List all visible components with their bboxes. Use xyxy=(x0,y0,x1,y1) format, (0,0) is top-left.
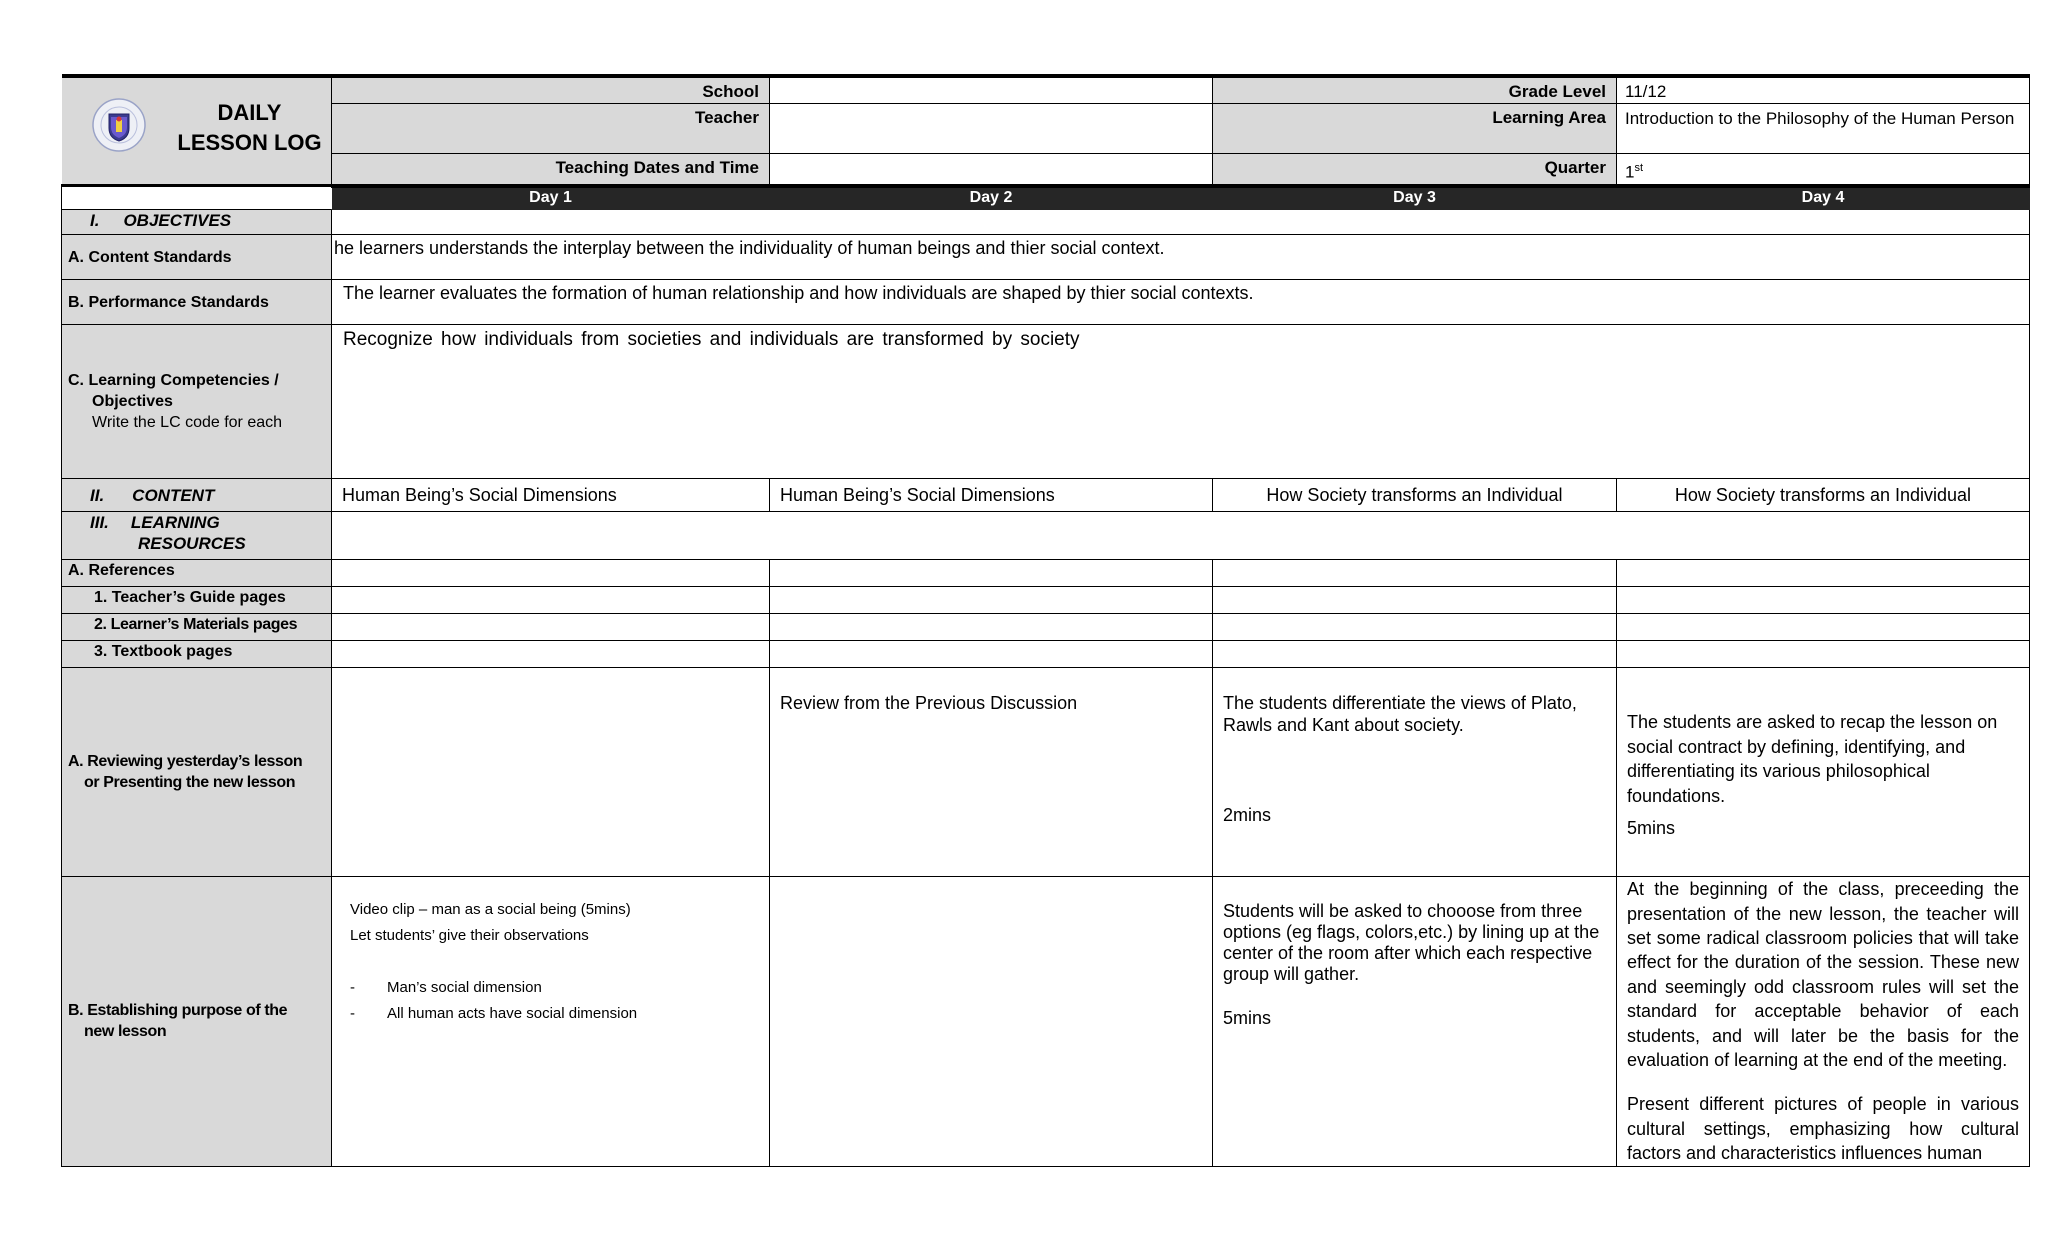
title-block xyxy=(62,76,332,186)
purpose-day-3 xyxy=(1213,877,1617,1166)
content-number: II. xyxy=(90,485,105,505)
learners-materials-day-1[interactable] xyxy=(332,614,770,641)
references-day-3[interactable] xyxy=(1213,560,1617,587)
reviewing-lesson-label xyxy=(62,668,332,877)
purpose-label-line-2: new lesson xyxy=(84,1023,167,1041)
quarter-suffix: st xyxy=(1634,162,1644,174)
learning-competencies-label xyxy=(62,325,332,479)
learners-materials-day-3[interactable] xyxy=(1213,614,1617,641)
teachers-guide-day-2[interactable] xyxy=(770,587,1213,614)
learners-materials-label: 2. Learner’s Materials pages xyxy=(62,614,332,641)
textbook-pages-label: 3. Textbook pages xyxy=(62,641,332,668)
references-day-4[interactable] xyxy=(1617,560,2030,587)
teachers-guide-day-4[interactable] xyxy=(1617,587,2030,614)
purpose-label-line-1: B. Establishing purpose of the xyxy=(68,1002,288,1020)
lesson-log-sheet xyxy=(61,74,2029,1167)
textbook-pages-day-2[interactable] xyxy=(770,641,1213,668)
content-day-1: Human Being’s Social Dimensions xyxy=(332,479,770,512)
competencies-label-line-2: Objectives xyxy=(92,393,173,411)
reviewing-day-4-text: The students are asked to recap the lesson on social contract by defining, identifying, and differentiating its various philosophical foundations. xyxy=(1627,712,1998,806)
purpose-day-1-line-2: Let students’ give their observations xyxy=(350,927,589,945)
reviewing-day-3 xyxy=(1213,668,1617,877)
purpose-day-1-bullet-1: - Man’s social dimension xyxy=(350,979,542,997)
bullet-2-text: All human acts have social dimension xyxy=(387,1005,638,1023)
learning-competencies-text: Recognize how individuals from societies and individuals are transformed by society xyxy=(332,325,2030,479)
reviewing-label-line-1: A. Reviewing yesterday’s lesson xyxy=(68,753,303,771)
resources-label-line-1: LEARNING xyxy=(130,513,220,533)
learning-resources-heading xyxy=(62,512,332,560)
competencies-label-line-1: C. Learning Competencies / xyxy=(68,372,279,390)
grade-level-field[interactable]: 11/12 xyxy=(1617,76,2030,104)
competencies-label-line-3: Write the LC code for each xyxy=(92,414,283,432)
school-field[interactable] xyxy=(770,76,1213,104)
references-day-1[interactable] xyxy=(332,560,770,587)
performance-standards-text: The learner evaluates the formation of human relationship and how individuals are shaped by thier social contexts. xyxy=(332,280,2030,325)
textbook-pages-day-4[interactable] xyxy=(1617,641,2030,668)
grade-level-label: Grade Level xyxy=(1213,76,1617,104)
learning-resources-row xyxy=(332,512,2030,560)
teaching-dates-label: Teaching Dates and Time xyxy=(332,154,770,186)
objectives-heading xyxy=(62,210,332,235)
deped-seal-icon xyxy=(92,98,146,152)
teacher-label: Teacher xyxy=(332,104,770,154)
resources-label-line-2: RESOURCES xyxy=(138,534,246,554)
quarter-label: Quarter xyxy=(1213,154,1617,186)
reviewing-day-3-text: The students differentiate the views of Plato, Rawls and Kant about society. xyxy=(1223,693,1577,736)
reviewing-day-4 xyxy=(1617,668,2030,877)
teacher-field[interactable] xyxy=(770,104,1213,154)
teachers-guide-day-1[interactable] xyxy=(332,587,770,614)
teachers-guide-day-3[interactable] xyxy=(1213,587,1617,614)
teachers-guide-label: 1. Teacher’s Guide pages xyxy=(62,587,332,614)
teaching-dates-field[interactable] xyxy=(770,154,1213,186)
purpose-day-4-paragraph-1: At the beginning of the class, preceeding the presentation of the new lesson, the teacher will set some radical classroom policies that will take effect for the duration of the session. These new and seemingly odd classroom rules will set the standard for acceptable behavior of each students, and will later be the basis for the evaluation of learning at the end of the meeting. xyxy=(1627,879,2019,1070)
learning-area-label: Learning Area xyxy=(1213,104,1617,154)
day-header-spacer xyxy=(62,186,332,210)
bullet-1-text: Man’s social dimension xyxy=(387,979,542,997)
school-label: School xyxy=(332,76,770,104)
content-day-3: How Society transforms an Individual xyxy=(1213,479,1617,512)
content-heading xyxy=(62,479,332,512)
quarter-value: 1 xyxy=(1625,162,1635,182)
performance-standards-label: B. Performance Standards xyxy=(62,280,332,325)
day-4-header: Day 4 xyxy=(1617,186,2030,210)
content-standards-text: he learners understands the interplay between the individuality of human beings and thier social context. xyxy=(332,235,2030,280)
purpose-day-4 xyxy=(1617,877,2030,1166)
content-label: CONTENT xyxy=(132,485,215,505)
learners-materials-day-4[interactable] xyxy=(1617,614,2030,641)
content-day-4: How Society transforms an Individual xyxy=(1617,479,2030,512)
content-standards-label: A. Content Standards xyxy=(62,235,332,280)
title-line-1: DAILY xyxy=(217,100,282,125)
lesson-log-table xyxy=(61,74,2030,1167)
purpose-day-1 xyxy=(332,877,770,1166)
textbook-pages-day-1[interactable] xyxy=(332,641,770,668)
objectives-row xyxy=(332,210,2030,235)
reviewing-label-line-2: or Presenting the new lesson xyxy=(84,774,296,792)
document-title xyxy=(170,98,330,158)
purpose-day-2 xyxy=(770,877,1213,1166)
purpose-day-4-paragraph-2: Present different pictures of people in various cultural settings, emphasizing how cultural factors and characteristics influences human xyxy=(1627,1094,2019,1164)
day-2-header: Day 2 xyxy=(770,186,1213,210)
purpose-day-3-time: 5mins xyxy=(1223,1008,1272,1029)
reviewing-day-2: Review from the Previous Discussion xyxy=(770,668,1213,877)
purpose-day-1-bullet-2: - All human acts have social dimension xyxy=(350,1005,638,1023)
textbook-pages-day-3[interactable] xyxy=(1213,641,1617,668)
purpose-day-3-text: Students will be asked to chooose from three options (eg flags, colors,etc.) by lining up at the center of the room after which each respective group will gather. xyxy=(1223,901,1600,985)
objectives-label: OBJECTIVES xyxy=(123,211,232,231)
purpose-day-1-line-1: Video clip – man as a social being (5mins) xyxy=(350,901,631,919)
objectives-number: I. xyxy=(90,211,100,231)
establishing-purpose-label xyxy=(62,877,332,1166)
content-day-2: Human Being’s Social Dimensions xyxy=(770,479,1213,512)
resources-number: III. xyxy=(90,513,109,533)
reviewing-day-1 xyxy=(332,668,770,877)
learners-materials-day-2[interactable] xyxy=(770,614,1213,641)
title-line-2: LESSON LOG xyxy=(177,130,322,155)
references-label: A. References xyxy=(62,560,332,587)
learning-area-field[interactable]: Introduction to the Philosophy of the Human Person xyxy=(1617,104,2030,154)
day-3-header: Day 3 xyxy=(1213,186,1617,210)
references-day-2[interactable] xyxy=(770,560,1213,587)
reviewing-day-4-time: 5mins xyxy=(1627,818,1676,839)
reviewing-day-3-time: 2mins xyxy=(1223,805,1272,826)
day-1-header: Day 1 xyxy=(332,186,770,210)
quarter-field[interactable] xyxy=(1617,154,2030,186)
